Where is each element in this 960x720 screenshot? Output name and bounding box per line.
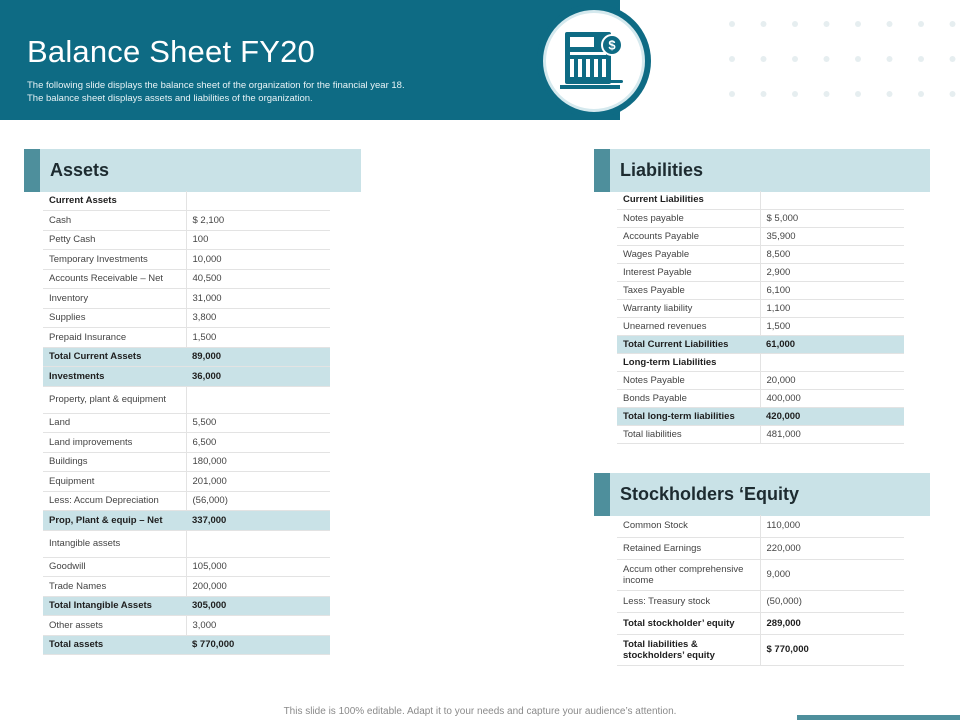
table-row (43, 230, 330, 250)
table-row (43, 635, 330, 655)
row-label: Less: Treasury stock (617, 590, 760, 612)
table-row (617, 407, 904, 425)
table-row (43, 269, 330, 289)
row-value: 10,000 (186, 250, 330, 270)
decorative-dot (761, 56, 767, 62)
liabilities-heading-label: Liabilities (620, 160, 704, 180)
equity-heading-label: Stockholders ‘Equity (620, 484, 800, 504)
table-row (43, 289, 330, 309)
row-label: Buildings (43, 452, 186, 472)
assets-heading-label: Assets (50, 160, 110, 180)
row-label: Cash (43, 211, 186, 231)
equity-heading (594, 473, 930, 516)
row-label: Common Stock (617, 515, 760, 537)
header-banner (0, 0, 620, 120)
row-value (186, 191, 330, 211)
row-value: 6,500 (186, 433, 330, 453)
table-row (617, 612, 904, 634)
row-value: 1,500 (186, 328, 330, 348)
row-value: $ 5,000 (760, 209, 904, 227)
decorative-dot (887, 21, 893, 27)
row-value: 105,000 (186, 557, 330, 577)
row-value: 201,000 (186, 472, 330, 492)
row-label: Accum other comprehensive income (617, 559, 760, 590)
decorative-dot (855, 56, 861, 62)
row-value: 3,800 (186, 308, 330, 328)
row-value: 3,000 (186, 616, 330, 636)
table-row (43, 577, 330, 597)
table-row (43, 433, 330, 453)
table-row (617, 227, 904, 245)
row-label: Supplies (43, 308, 186, 328)
row-value: 200,000 (186, 577, 330, 597)
row-label: Prepaid Insurance (43, 328, 186, 348)
decorative-dot (761, 91, 767, 97)
row-label: Intangible assets (43, 530, 186, 557)
heading-accent-bar (594, 473, 610, 516)
assets-table (43, 191, 330, 655)
row-label: Land (43, 413, 186, 433)
decorative-dot (792, 21, 798, 27)
row-value: 20,000 (760, 371, 904, 389)
corner-accent-bar (797, 715, 960, 720)
row-value: 481,000 (760, 425, 904, 443)
row-label: Total liabilities (617, 425, 760, 443)
row-label: Less: Accum Depreciation (43, 491, 186, 511)
table-row (43, 511, 330, 531)
table-row (43, 191, 330, 211)
decorative-dot (918, 56, 924, 62)
liabilities-heading (594, 149, 930, 192)
row-value: 110,000 (760, 515, 904, 537)
row-label: Current Liabilities (617, 191, 760, 209)
row-label: Property, plant & equipment (43, 386, 186, 413)
row-value: 100 (186, 230, 330, 250)
row-label: Trade Names (43, 577, 186, 597)
footer-note: This slide is 100% editable. Adapt it to your needs and capture your audience’s attention. (283, 706, 677, 717)
table-row (617, 537, 904, 559)
row-label: Unearned revenues (617, 317, 760, 335)
decorative-dot (855, 91, 861, 97)
row-label: Bonds Payable (617, 389, 760, 407)
table-row (43, 596, 330, 616)
heading-accent-bar (24, 149, 40, 192)
row-label: Taxes Payable (617, 281, 760, 299)
decorative-dot (950, 56, 956, 62)
row-value (760, 353, 904, 371)
table-row (617, 389, 904, 407)
row-label: Wages Payable (617, 245, 760, 263)
table-row (43, 491, 330, 511)
table-row (43, 472, 330, 492)
decorative-dot (918, 91, 924, 97)
row-value (186, 386, 330, 413)
decorative-dot (887, 56, 893, 62)
table-row (43, 413, 330, 433)
decorative-dot (918, 21, 924, 27)
row-label: Current Assets (43, 191, 186, 211)
decorative-dot (855, 21, 861, 27)
svg-text:$: $ (608, 37, 616, 53)
row-label: Retained Earnings (617, 537, 760, 559)
row-label: Accounts Receivable – Net (43, 269, 186, 289)
decorative-dot (792, 91, 798, 97)
row-value (186, 530, 330, 557)
row-value: (56,000) (186, 491, 330, 511)
table-row (43, 328, 330, 348)
decorative-dot (950, 91, 956, 97)
row-label: Goodwill (43, 557, 186, 577)
row-value: 89,000 (186, 347, 330, 367)
row-value: 31,000 (186, 289, 330, 309)
row-label: Land improvements (43, 433, 186, 453)
table-row (43, 367, 330, 387)
table-row (43, 452, 330, 472)
table-row (617, 515, 904, 537)
row-label: Total assets (43, 635, 186, 655)
row-value: 1,500 (760, 317, 904, 335)
row-label: Temporary Investments (43, 250, 186, 270)
table-row (43, 386, 330, 413)
table-row (43, 557, 330, 577)
decorative-dot (729, 91, 735, 97)
table-row (43, 347, 330, 367)
heading-accent-bar (594, 149, 610, 192)
table-row (43, 530, 330, 557)
table-row (617, 263, 904, 281)
row-value: 6,100 (760, 281, 904, 299)
row-value: 337,000 (186, 511, 330, 531)
row-value: 220,000 (760, 537, 904, 559)
table-row (617, 281, 904, 299)
decorative-dot (729, 21, 735, 27)
row-label: Total Current Assets (43, 347, 186, 367)
decorative-dots (720, 12, 960, 108)
table-row (617, 353, 904, 371)
liabilities-table (617, 191, 904, 444)
row-value: $ 770,000 (186, 635, 330, 655)
row-value: 400,000 (760, 389, 904, 407)
decorative-dot (824, 91, 830, 97)
table-row (617, 559, 904, 590)
row-value: $ 770,000 (760, 634, 904, 665)
page-subtitle: The following slide displays the balance sheet of the organization for the financial year 18. The balance sheet displays assets and liabilities of the organization. (27, 80, 405, 104)
row-value: 9,000 (760, 559, 904, 590)
row-label: Notes Payable (617, 371, 760, 389)
assets-heading (24, 149, 361, 192)
table-row (43, 308, 330, 328)
row-label: Interest Payable (617, 263, 760, 281)
row-value: 35,900 (760, 227, 904, 245)
table-row (43, 250, 330, 270)
table-row (617, 425, 904, 443)
decorative-dot (887, 91, 893, 97)
row-label: Long-term Liabilities (617, 353, 760, 371)
row-value: 61,000 (760, 335, 904, 353)
row-label: Total stockholder’ equity (617, 612, 760, 634)
row-label: Total liabilities & stockholders’ equity (617, 634, 760, 665)
row-value: 289,000 (760, 612, 904, 634)
row-label: Warranty liability (617, 299, 760, 317)
row-value: 36,000 (186, 367, 330, 387)
table-row (617, 335, 904, 353)
row-value: 305,000 (186, 596, 330, 616)
table-row (617, 191, 904, 209)
table-row (617, 209, 904, 227)
row-label: Other assets (43, 616, 186, 636)
row-value: (50,000) (760, 590, 904, 612)
row-label: Total Intangible Assets (43, 596, 186, 616)
table-row (43, 616, 330, 636)
decorative-dot (761, 21, 767, 27)
decorative-dot (824, 21, 830, 27)
row-value: 40,500 (186, 269, 330, 289)
row-label: Prop, Plant & equip – Net (43, 511, 186, 531)
decorative-dot (950, 21, 956, 27)
financial-document-icon (557, 24, 633, 98)
decorative-dot (729, 56, 735, 62)
row-label: Accounts Payable (617, 227, 760, 245)
row-value: 2,900 (760, 263, 904, 281)
row-label: Notes payable (617, 209, 760, 227)
row-value: $ 2,100 (186, 211, 330, 231)
row-label: Petty Cash (43, 230, 186, 250)
row-value: 420,000 (760, 407, 904, 425)
page-title: Balance Sheet FY20 (27, 34, 315, 69)
row-value: 180,000 (186, 452, 330, 472)
decorative-dot (792, 56, 798, 62)
row-label: Inventory (43, 289, 186, 309)
equity-table (617, 515, 904, 666)
table-row (617, 245, 904, 263)
row-value (760, 191, 904, 209)
table-row (617, 590, 904, 612)
table-row (617, 299, 904, 317)
table-row (617, 634, 904, 665)
table-row (617, 371, 904, 389)
table-row (43, 211, 330, 231)
row-value: 8,500 (760, 245, 904, 263)
row-value: 5,500 (186, 413, 330, 433)
row-value: 1,100 (760, 299, 904, 317)
row-label: Investments (43, 367, 186, 387)
row-label: Total Current Liabilities (617, 335, 760, 353)
row-label: Equipment (43, 472, 186, 492)
row-label: Total long-term liabilities (617, 407, 760, 425)
table-row (617, 317, 904, 335)
decorative-dot (824, 56, 830, 62)
